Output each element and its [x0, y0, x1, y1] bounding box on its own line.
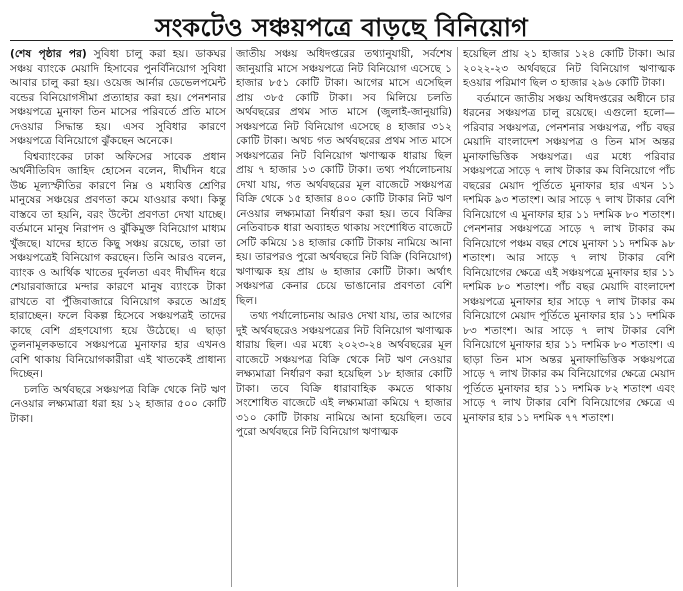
article-column-1: [10, 47, 226, 587]
paragraph: জাতীয় সঞ্চয় অধিদপ্তরের তথ্যানুযায়ী, সর্বশেষ জানুয়ারি মাসে সঞ্চয়পত্রে নিট বিনিয়োগ এসেছে ১ হাজার ৮৫১ কোটি টাকা। আগের মাসে এসেছিল প্রায় ৩৮৫ কোটি টাকা। সব মিলিয়ে চলতি অর্থবছরের প্রথম সাত মাসে (জুলাই-জানুয়ারি) সঞ্চয়পত্রে নিট বিনিয়োগ এসেছে ৪ হাজার ৩১২ কোটি টাকা। অথচ গত অর্থবছরের প্রথম সাত মাসে সঞ্চয়পত্রের নিট বিনিয়োগ ঋণাত্মক ধারায় ছিল প্রায় ৭ হাজার ১৩ কোটি টাকা। তথ্য পর্যালোচনায় দেখা যায়, গত অর্থবছরের মূল বাজেটে সঞ্চয়পত্র বিক্রি থেকে ১৫ হাজার ৪০০ কোটি টাকার নিট ঋণ নেওয়ার লক্ষ্যমাত্রা নির্ধারণ করা হয়। তবে বিক্রির নেতিবাচক ধারা অব্যাহত থাকায় সংশোধিত বাজেটে সেটি কমিয়ে ১৪ হাজার কোটি টাকায় নামিয়ে আনা হয়। তারপরও পুরো অর্থবছরে নিট বিক্রি (বিনিয়োগ) ঋণাত্মক হয় প্রায় ৬ হাজার কোটি টাকা। অর্থাৎ সঞ্চয়পত্র কেনার চেয়ে ভাঙানোর প্রবণতা বেশি ছিল।: [236, 48, 452, 307]
paragraph: হয়েছিল প্রায় ২১ হাজার ১২৪ কোটি টাকা। আর ২০২২-২৩ অর্থবছরে নিট বিনিয়োগ ঋণাত্মক হওয়ার পরিমাণ ছিল ৩ হাজার ২৯৬ কোটি টাকা।: [463, 48, 675, 89]
column-divider: [457, 47, 458, 587]
headline: সংকটেও সঞ্চয়পত্রে বাড়ছে বিনিয়োগ: [155, 13, 528, 42]
paragraph: বিশ্বব্যাংকের ঢাকা অফিসের সাবেক প্রধান অর্থনীতিবিদ জাহিদ হোসেন বলেন, দীর্ঘদিন ধরে উচ্চ মূল্যস্ফীতির কারণে নিম্ন ও মধ্যবিত্ত শ্রেণির মানুষের সঞ্চয়ের প্রবণতা কমে যাওয়ার কথা। কিন্তু বাস্তবে তা হয়নি, বরং উল্টো প্রবণতা দেখা যাচ্ছে। বর্তমানে মানুষ নিরাপদ ও ঝুঁকিমুক্ত বিনিয়োগ মাধ্যম খুঁজছে। যাদের হাতে কিছু সঞ্চয় রয়েছে, তারা তা সঞ্চয়পত্রেই বিনিয়োগ করছেন। তিনি আরও বলেন, ব্যাংক ও আর্থিক খাতের দুর্বলতা এবং দীর্ঘদিন ধরে শেয়ারবাজারে মন্দার কারণে মানুষ ব্যাংকে টাকা রাখতে বা পুঁজিবাজারে বিনিয়োগ করতে আগ্রহ হারাচ্ছেন। ফলে বিকল্প হিসেবে সঞ্চয়পত্রই তাদের কাছে বেশি গ্রহণযোগ্য হয়ে উঠেছে। এ ছাড়া তুলনামূলকভাবে সঞ্চয়পত্রে মুনাফার হার এখনও বেশি থাকায় বিনিয়োগকারীরা এই খাতকেই প্রাধান্য দিচ্ছেন।: [10, 150, 226, 380]
article-column-3: [463, 47, 675, 587]
headline-rule: [10, 40, 673, 41]
paragraph: [10, 47, 226, 149]
paragraph: বর্তমানে জাতীয় সঞ্চয় অধিদপ্তরের অধীনে চার ধরনের সঞ্চয়পত্র চালু রয়েছে। এগুলো হলো— পরিবার সঞ্চয়পত্র, পেনশনার সঞ্চয়পত্র, পাঁচ বছর মেয়াদি বাংলাদেশ সঞ্চয়পত্র ও তিন মাস অন্তর মুনাফাভিত্তিক সঞ্চয়পত্র। এর মধ্যে পরিবার সঞ্চয়পত্রে সাড়ে ৭ লাখ টাকার কম বিনিয়োগে পাঁচ বছরের মেয়াদ পূর্তিতে মুনাফার হার এখন ১১ দশমিক ৯৩ শতাংশ। আর সাড়ে ৭ লাখ টাকার বেশি বিনিয়োগে এ মুনাফার হার ১১ দশমিক ৮০ শতাংশ। পেনশনার সঞ্চয়পত্রে সাড়ে ৭ লাখ টাকার কম বিনিয়োগে পঞ্চম বছর শেষে মুনাফা ১১ দশমিক ৯৮ শতাংশ। আর সাড়ে ৭ লাখ টাকার বেশি বিনিয়োগের ক্ষেত্রে এই সঞ্চয়পত্রে মুনাফার হার ১১ দশমিক ৮০ শতাংশ। পাঁচ বছর মেয়াদি বাংলাদেশ সঞ্চয়পত্রে মুনাফার হার সাড়ে ৭ লাখ টাকার কম বিনিয়োগে মেয়াদ পূর্তিতে মুনাফার হার ১১ দশমিক ৮৩ শতাংশ। আর সাড়ে ৭ লাখ টাকার বেশি বিনিয়োগে মুনাফার হার ১১ দশমিক ৮০ শতাংশ। এ ছাড়া তিন মাস অন্তর মুনাফাভিত্তিক সঞ্চয়পত্রে সাড়ে ৭ লাখ টাকার কম বিনিয়োগের ক্ষেত্রে মেয়াদ পূর্তিতে মুনাফার হার ১১ দশমিক ৮২ শতাংশ এবং সাড়ে ৭ লাখ টাকার বেশি বিনিয়োগের ক্ষেত্রে এ মুনাফার হার ১১ দশমিক ৭৭ শতাংশ।: [463, 92, 675, 424]
continuation-tag: (শেষ পৃষ্ঠার পর): [10, 48, 87, 60]
top-strip: [0, 0, 683, 6]
paragraph-text: সুবিধা চালু করা হয়। ডাকঘর সঞ্চয় ব্যাংকে মেয়াদি হিসাবের পুনর্বিনিয়োগ সুবিধা আবার চালু করা হয়। ওয়েজ আর্নার ডেভেলপমেন্ট বন্ডের বিনিয়োগসীমা প্রত্যাহার করা হয়। পেনশনার সঞ্চয়পত্রে মুনাফা তিন মাসের পরিবর্তে প্রতি মাসে দেওয়ার সিদ্ধান্ত হয়। এসব সুবিধার কারণে সঞ্চয়পত্রে বিনিয়োগে ঝুঁকছেন অনেকে।: [10, 48, 226, 147]
article-column-2: [236, 47, 452, 587]
column-divider: [231, 47, 232, 587]
paragraph: চলতি অর্থবছরে সঞ্চয়পত্র বিক্রি থেকে নিট ঋণ নেওয়ার লক্ষ্যমাত্রা ধরা হয় ১২ হাজার ৫০০ কোটি টাকা।: [10, 383, 226, 425]
paragraph: তথ্য পর্যালোচনায় আরও দেখা যায়, তার আগের দুই অর্থবছরেও সঞ্চয়পত্রের নিট বিনিয়োগ ঋণাত্মক ধারায় ছিল। এর মধ্যে ২০২৩-২৪ অর্থবছরের মূল বাজেটে সঞ্চয়পত্র বিক্রি থেকে নিট ঋণ নেওয়ার লক্ষ্যমাত্রা নির্ধারণ করা হয়েছিল ১৮ হাজার কোটি টাকা। তবে বিক্রি ধারাবাহিক কমতে থাকায় সংশোধিত বাজেটে এই লক্ষ্যমাত্রা কমিয়ে ৭ হাজার ৩১০ কোটি টাকায় নামিয়ে আনা হয়েছিল। তবে পুরো অর্থবছরে নিট বিনিয়োগ ঋণাত্মক: [236, 310, 452, 438]
